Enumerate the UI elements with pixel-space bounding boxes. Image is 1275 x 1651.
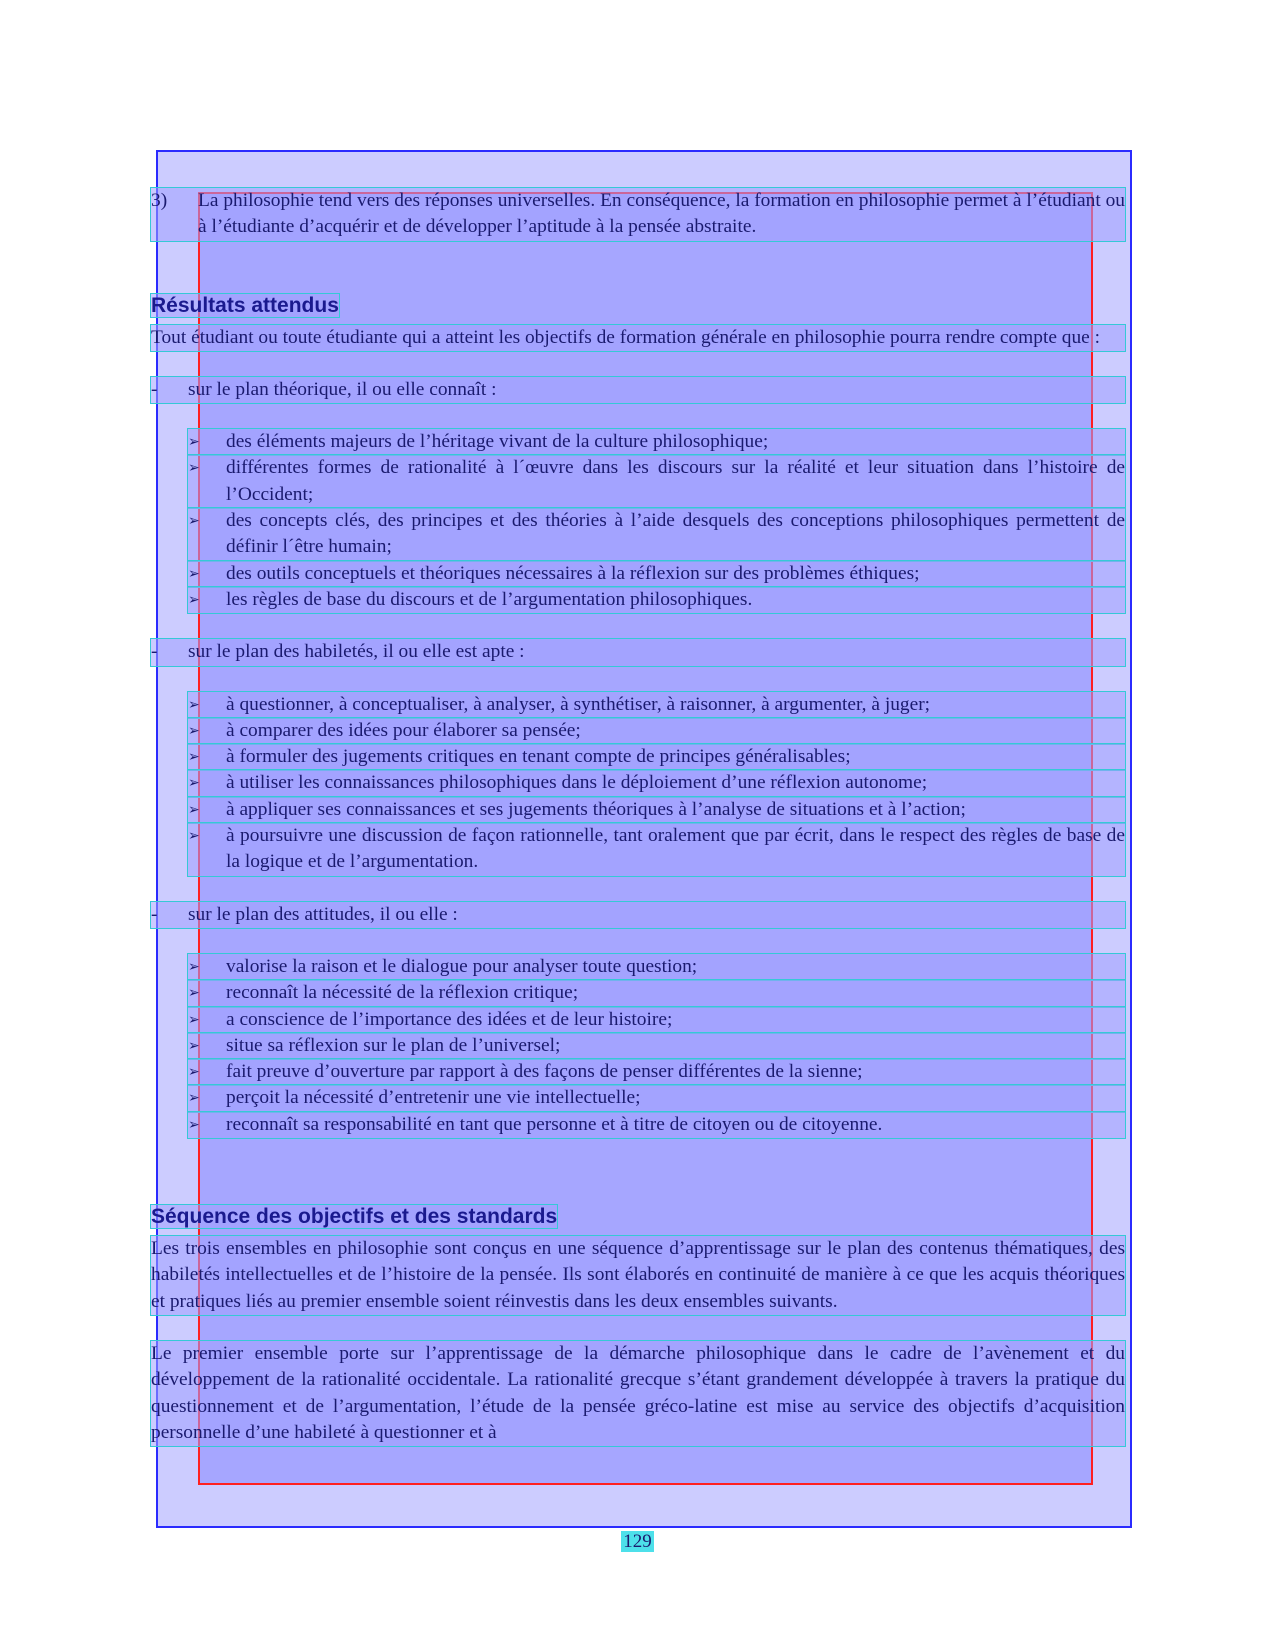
arrow-bullet-icon: ➢ xyxy=(188,775,200,792)
list-item: ➢ à poursuivre une discussion de façon rationnelle, tant oralement que par écrit, dans le respect des règles de base de la logique et de l’argumentation. xyxy=(188,823,1125,876)
section-heading-resultats: Résultats attendus xyxy=(151,293,339,317)
list-item: ➢ perçoit la nécessité d’entretenir une vie intellectuelle; xyxy=(188,1085,1125,1111)
arrow-bullet-icon: ➢ xyxy=(188,958,200,975)
list-habiletes xyxy=(151,692,1125,876)
list-item: ➢ reconnaît la nécessité de la réflexion critique; xyxy=(188,980,1125,1006)
intro-text: La philosophie tend vers des réponses universelles. En conséquence, la formation en philosophie permet à l’étudiant ou à l’étudiante d’acquérir et de développer l’aptitude à la pensée abstraite. xyxy=(198,190,1125,238)
list-item: ➢ à utiliser les connaissances philosophiques dans le déploiement d’une réflexion autonome; xyxy=(188,770,1125,796)
arrow-bullet-icon: ➢ xyxy=(188,749,200,766)
arrow-bullet-icon: ➢ xyxy=(188,1037,200,1054)
arrow-bullet-icon: ➢ xyxy=(188,801,200,818)
list-item: ➢ situe sa réflexion sur le plan de l’universel; xyxy=(188,1033,1125,1059)
arrow-bullet-icon: ➢ xyxy=(188,434,200,451)
list-item: ➢ à appliquer ses connaissances et ses jugements théoriques à l’analyse de situations et à l’action; xyxy=(188,797,1125,823)
list-item: ➢ valorise la raison et le dialogue pour analyser toute question; xyxy=(188,954,1125,980)
list-item: ➢ reconnaît sa responsabilité en tant que personne et à titre de citoyen ou de citoyenne. xyxy=(188,1112,1125,1138)
arrow-bullet-icon: ➢ xyxy=(188,696,200,713)
list-item: ➢ différentes formes de rationalité à l´œuvre dans les discours sur la réalité et leur situation dans l’histoire de l’Occident; xyxy=(188,455,1125,508)
list-item: ➢ à formuler des jugements critiques en tenant compte de principes généralisables; xyxy=(188,744,1125,770)
sequence-paragraph-2: Le premier ensemble porte sur l’apprentissage de la démarche philosophique dans le cadre de l’avènement et du développement de la rationalité occidentale. La rationalité grecque s’étant grandement développée à travers la pratique du questionnement et de l’argumentation, l’étude de la pensée gréco-latine est mise au service des objectifs d’acquisition personnelle d’une habileté à questionner et à xyxy=(151,1341,1125,1446)
page-content xyxy=(151,188,1125,1446)
arrow-bullet-icon: ➢ xyxy=(188,1064,200,1081)
list-item: ➢ fait preuve d’ouverture par rapport à des façons de penser différentes de la sienne; xyxy=(188,1059,1125,1085)
list-theorique xyxy=(151,429,1125,613)
arrow-bullet-icon: ➢ xyxy=(188,513,200,530)
list-item: ➢ les règles de base du discours et de l’argumentation philosophiques. xyxy=(188,587,1125,613)
intro-paragraph xyxy=(151,188,1125,241)
list-item: ➢ à questionner, à conceptualiser, à analyser, à synthétiser, à raisonner, à argumenter, à juger; xyxy=(188,692,1125,718)
arrow-bullet-icon: ➢ xyxy=(188,985,200,1002)
arrow-bullet-icon: ➢ xyxy=(188,722,200,739)
group-theorique-label: - sur le plan théorique, il ou elle connaît : xyxy=(151,377,1125,403)
list-item: ➢ des outils conceptuels et théoriques nécessaires à la réflexion sur des problèmes éthiques; xyxy=(188,561,1125,587)
arrow-bullet-icon: ➢ xyxy=(188,1090,200,1107)
list-item: ➢ des concepts clés, des principes et des théories à l’aide desquels des conceptions philosophiques permettent de définir l´être humain; xyxy=(188,508,1125,561)
arrow-bullet-icon: ➢ xyxy=(188,591,200,608)
list-item: ➢ a conscience de l’importance des idées et de leur histoire; xyxy=(188,1007,1125,1033)
arrow-bullet-icon: ➢ xyxy=(188,1011,200,1028)
section-heading-sequence: Séquence des objectifs et des standards xyxy=(151,1205,558,1229)
arrow-bullet-icon: ➢ xyxy=(188,460,200,477)
intro-number: 3) xyxy=(151,190,168,211)
list-item: ➢ à comparer des idées pour élaborer sa pensée; xyxy=(188,718,1125,744)
resultats-intro: Tout étudiant ou toute étudiante qui a atteint les objectifs de formation générale en philosophie pourra rendre compte que : xyxy=(151,325,1125,351)
group-habiletes-label: - sur le plan des habiletés, il ou elle est apte : xyxy=(151,639,1125,665)
sequence-paragraph-1: Les trois ensembles en philosophie sont conçus en une séquence d’apprentissage sur le plan des contenus thématiques, des habiletés intellectuelles et de l’histoire de la pensée. Ils sont élaborés en continuité de manière à ce que les acquis théoriques et pratiques liés au premier ensemble soient réinvestis dans les deux ensembles suivants. xyxy=(151,1236,1125,1315)
group-attitudes-label: - sur le plan des attitudes, il ou elle : xyxy=(151,902,1125,928)
arrow-bullet-icon: ➢ xyxy=(188,565,200,582)
arrow-bullet-icon: ➢ xyxy=(188,1116,200,1133)
page-number: 129 xyxy=(623,1531,652,1552)
list-item: ➢ des éléments majeurs de l’héritage vivant de la culture philosophique; xyxy=(188,429,1125,455)
list-attitudes xyxy=(151,954,1125,1138)
arrow-bullet-icon: ➢ xyxy=(188,828,200,845)
